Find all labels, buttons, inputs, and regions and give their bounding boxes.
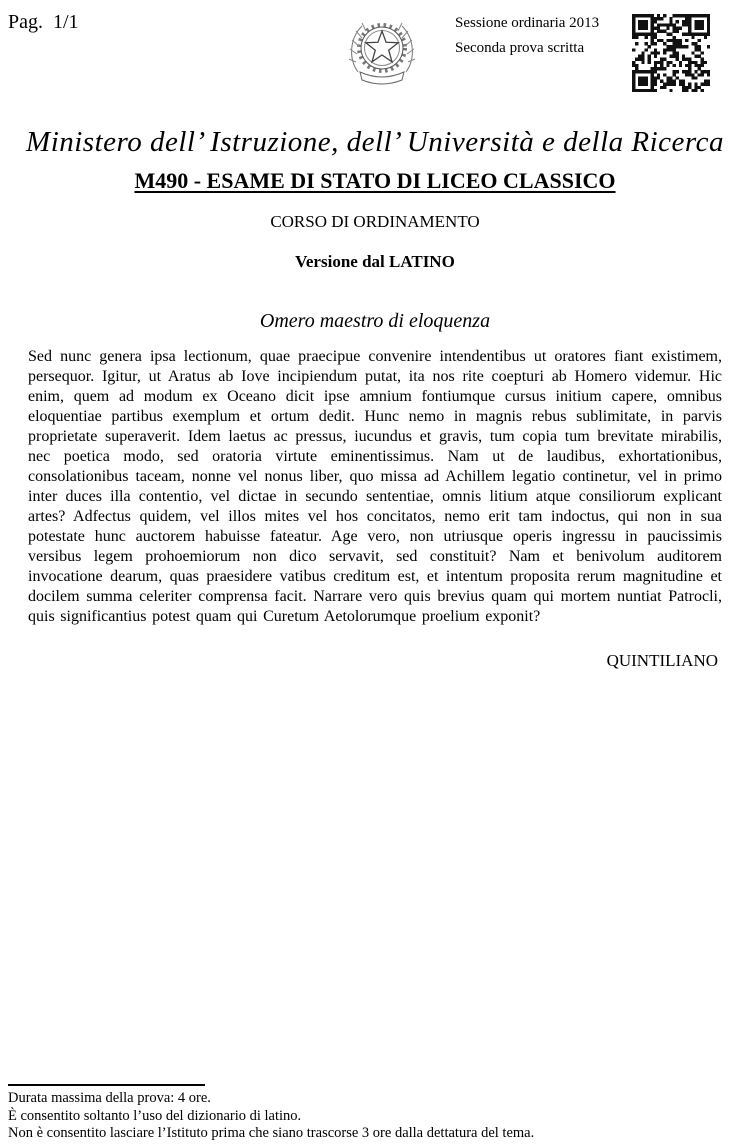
exam-title <box>0 168 750 194</box>
qr-code-icon <box>632 14 710 92</box>
session-line-2: Seconda prova scritta <box>455 40 585 56</box>
course-title: CORSO DI ORDINAMENTO <box>270 212 480 231</box>
footer-note-dictionary: È consentito soltanto l’uso del dizionario di latino. <box>8 1107 302 1124</box>
footer-notes <box>8 1084 728 1143</box>
footer-note-leaving: Non è consentito lasciare l’Istituto prima che siano trascorse 3 ore dalla dettatura del tema. <box>8 1125 535 1142</box>
session-info <box>455 15 599 65</box>
passage-title: Omero maestro di eloquenza <box>259 310 491 332</box>
italian-republic-emblem-icon <box>340 10 425 95</box>
version-title: Versione dal LATINO <box>295 252 455 271</box>
session-line-1: Sessione ordinaria 2013 <box>455 15 600 31</box>
ministry-title: Ministero dell’ Istruzione, dell’ Università e della Ricerca <box>26 126 724 158</box>
passage-body-text: Sed nunc genera ipsa lectionum, quae praecipue convenire intendentibus ut oratores fiant existimem, persequor. Igitur, ut Aratus ab Iove incipiendum putat, ita nos rite coepturi ab Homero videmur. Hic enim, quem ad modum ex Oceano dicit ipse amnium fontiumque cursus initium capere, omnibus eloquentiae partibus exemplum et ortum dedit. Hunc nemo in magnis rebus sublimitate, in parvis proprietate superaverit. Idem laetus ac pressus, iucundus et gravis, tum copia tum brevitate mirabilis, nec poetica modo, sed oratoria virtute eminentissimus. Nam ut de laudibus, exhortationibus, consolationibus taceam, nonne vel nonus liber, quo missa ad Achillem legatio continetur, vel in primo inter duces illa contentio, vel dictae in secundo sententiae, omnis litium atque consiliorum explicant artes? Adfectus quidem, vel illos mites vel hos concitatos, nemo erit tam indoctus, qui non in sua potestate hunc auctorem habuisse fateatur. Age vero, non utriusque operis ingressu in paucissimis versibus legem prohoemiorum non dico servavit, sed constituit? Nam et benivolum auditorem invocatione dearum, quas praesidere vatibus creditum est, et intentum proposita rerum magnitudine et docilem summa celeriter comprensa facit. Narrare vero quis brevius quam qui mortem nuntiat Patrocli, quis significantius potest quam qui Curetum Aetolorumque proelium exponit? <box>28 348 722 625</box>
passage-author: QUINTILIANO <box>606 651 718 670</box>
footer-note-duration: Durata massima della prova: 4 ore. <box>8 1090 211 1106</box>
exam-title-text: M490 - ESAME DI STATO DI LICEO CLASSICO <box>134 168 616 193</box>
footer-divider <box>8 1084 205 1086</box>
page-number-label: Pag. 1/1 <box>8 11 79 33</box>
